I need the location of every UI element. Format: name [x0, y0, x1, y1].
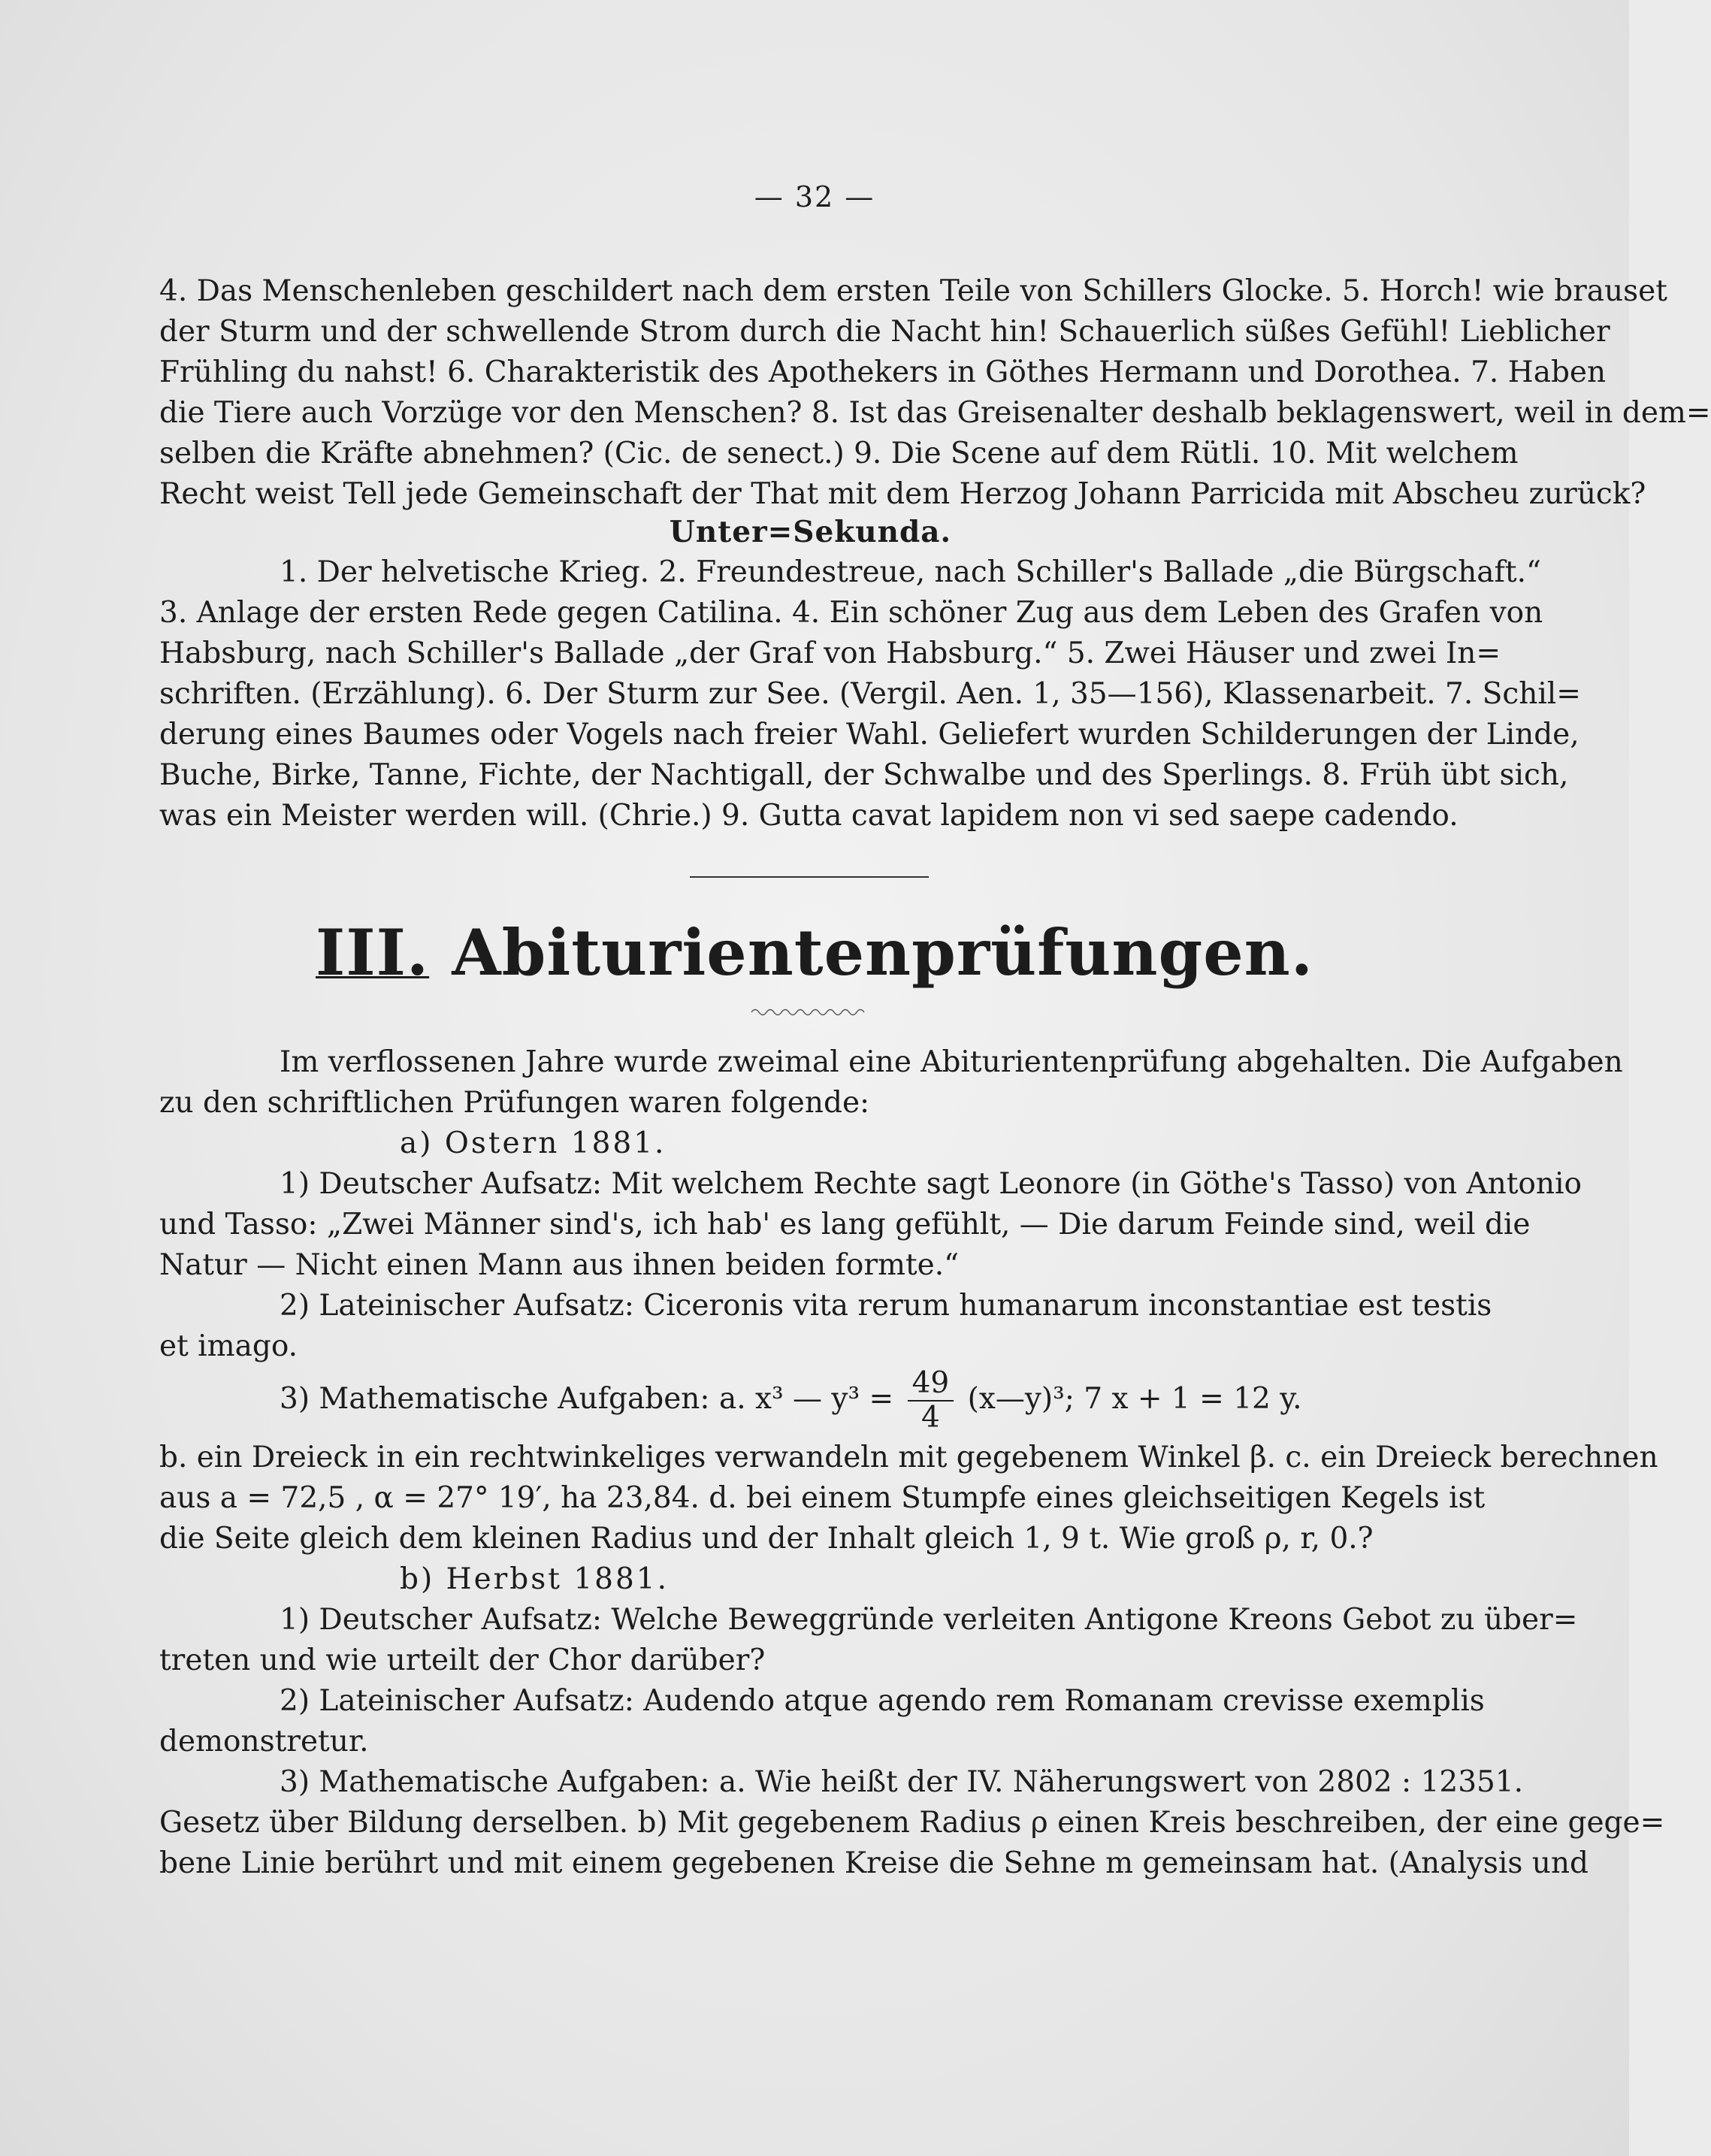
text-line: derung eines Baumes oder Vogels nach freier Wahl. Geliefert wurden Schilderungen der Linde,: [159, 718, 1580, 751]
subsection-heading: Unter=Sekunda.: [669, 515, 952, 549]
text-line: und Tasso: „Zwei Männer sind's, ich hab' es lang gefühlt, — Die darum Feinde sind, weil die: [159, 1208, 1531, 1241]
text-line: 2) Lateinischer Aufsatz: Ciceronis vita rerum humanarum inconstantiae est testis: [280, 1289, 1492, 1323]
section-divider: [690, 876, 929, 878]
text-line: 4. Das Menschenleben geschildert nach dem ersten Teile von Schillers Glocke. 5. Horch! wie brauset: [159, 274, 1667, 308]
text-line: die Tiere auch Vorzüge vor den Menschen? 8. Ist das Greisenalter deshalb beklagenswert, weil in dem=: [159, 396, 1711, 430]
text-line: 2) Lateinischer Aufsatz: Audendo atque agendo rem Romanam crevisse exemplis: [280, 1684, 1485, 1718]
text-line: Gesetz über Bildung derselben. b) Mit gegebenem Radius ρ einen Kreis beschreiben, der eine gege=: [159, 1806, 1665, 1840]
text-line: Habsburg, nach Schiller's Ballade „der Graf von Habsburg.“ 5. Zwei Häuser und zwei In=: [159, 637, 1501, 670]
exam-heading-autumn: b) Herbst 1881.: [400, 1562, 670, 1596]
text-line: b. ein Dreieck in ein rechtwinkeliges verwandeln mit gegebenem Winkel β. c. ein Dreieck berechnen: [159, 1441, 1658, 1474]
text-line: Frühling du nahst! 6. Charakteristik des Apothekers in Göthes Hermann und Dorothea. 7. Haben: [159, 355, 1607, 389]
page-number: — 32 —: [754, 180, 875, 213]
fraction-denominator: 4: [920, 1401, 940, 1435]
text-line: zu den schriftlichen Prüfungen waren folgende:: [159, 1086, 870, 1120]
text-line: demonstretur.: [159, 1725, 369, 1758]
text-line: Natur — Nicht einen Mann aus ihnen beiden formte.“: [159, 1248, 960, 1282]
text-line: Buche, Birke, Tanne, Fichte, der Nachtigall, der Schwalbe und des Sperlings. 8. Früh übt sich,: [159, 758, 1569, 792]
text-line: 1) Deutscher Aufsatz: Welche Beweggründe verleiten Antigone Kreons Gebot zu über=: [280, 1603, 1578, 1637]
text-line: schriften. (Erzählung). 6. Der Sturm zur See. (Vergil. Aen. 1, 35—156), Klassenarbeit. 7. Schil=: [159, 677, 1581, 711]
text-line: die Seite gleich dem kleinen Radius und der Inhalt gleich 1, 9 t. Wie groß ρ, r, 0.?: [159, 1522, 1374, 1556]
fraction: [908, 1367, 954, 1435]
math-text: 3) Mathematische Aufgaben: a. x³ — y³ =: [280, 1382, 894, 1416]
text-line: aus a = 72,5 , α = 27° 19′, ha 23,84. d. bei einem Stumpfe eines gleichseitigen Kegels ist: [159, 1481, 1486, 1515]
text-line: selben die Kräfte abnehmen? (Cic. de senect.) 9. Die Scene auf dem Rütli. 10. Mit welchem: [159, 437, 1519, 470]
text-line: Recht weist Tell jede Gemeinschaft der That mit dem Herzog Johann Parricida mit Abscheu zurück?: [159, 477, 1646, 511]
section-title: Abiturientenprüfungen.: [452, 915, 1313, 990]
text-line: 3. Anlage der ersten Rede gegen Catilina. 4. Ein schöner Zug aus dem Leben des Grafen von: [159, 596, 1543, 630]
text-line: treten und wie urteilt der Chor darüber?: [159, 1643, 766, 1677]
text-line: der Sturm und der schwellende Strom durch die Nacht hin! Schauerlich süßes Gefühl! Lieblicher: [159, 315, 1610, 349]
math-equation-line: [159, 1362, 1462, 1437]
text-line: 1) Deutscher Aufsatz: Mit welchem Rechte sagt Leonore (in Göthe's Tasso) von Antonio: [280, 1167, 1582, 1201]
decorative-squiggle: [751, 1007, 864, 1018]
exam-heading-easter: a) Ostern 1881.: [400, 1126, 667, 1160]
section-heading: [0, 915, 1629, 990]
section-numeral: III.: [316, 915, 430, 990]
text-line: was ein Meister werden will. (Chrie.) 9. Gutta cavat lapidem non vi sed saepe cadendo.: [159, 799, 1459, 833]
math-text: (x—y)³; 7 x + 1 = 12 y.: [967, 1382, 1302, 1416]
fraction-numerator: 49: [908, 1367, 954, 1402]
text-line: 1. Der helvetische Krieg. 2. Freundestreue, nach Schiller's Ballade „die Bürgschaft.“: [280, 555, 1541, 589]
text-line: Im verflossenen Jahre wurde zweimal eine Abiturientenprüfung abgehalten. Die Aufgaben: [280, 1045, 1623, 1079]
text-line: bene Linie berührt und mit einem gegebenen Kreise die Sehne m gemeinsam hat. (Analysis und: [159, 1846, 1589, 1880]
text-line: 3) Mathematische Aufgaben: a. Wie heißt der IV. Näherungswert von 2802 : 12351.: [280, 1765, 1524, 1799]
text-line: et imago.: [159, 1329, 298, 1363]
